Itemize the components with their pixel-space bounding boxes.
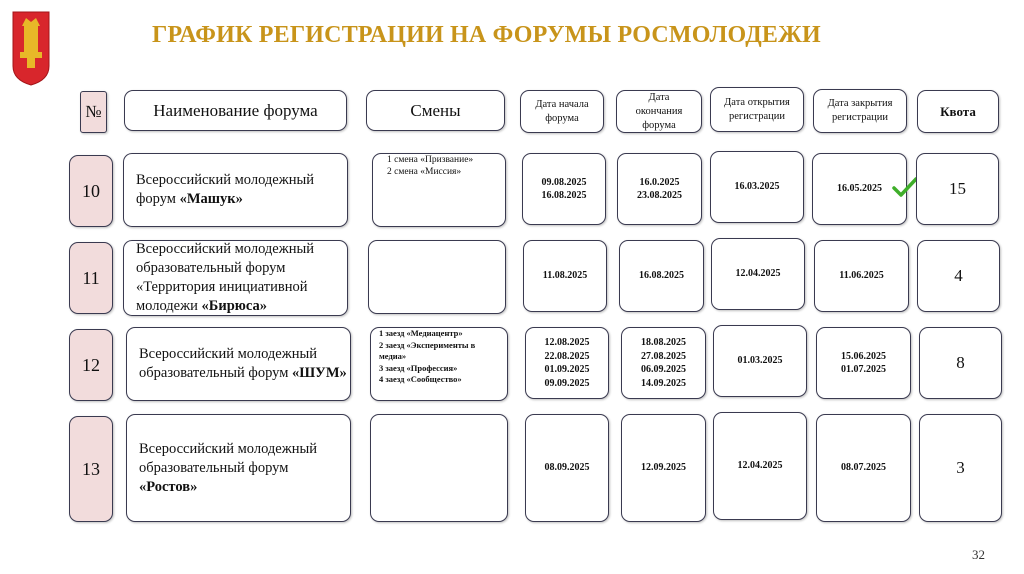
shift-item: 1 заезд «Медиацентр» xyxy=(379,328,463,338)
reg-open-cell xyxy=(710,151,804,223)
page-number: 32 xyxy=(972,547,985,562)
shifts-cell-empty xyxy=(368,240,506,314)
start-date: 22.08.2025 xyxy=(544,350,590,362)
reg-close-date: 11.06.2025 xyxy=(839,270,884,282)
forum-name xyxy=(123,240,348,316)
header-start-date: Дата начала форума xyxy=(520,90,604,133)
quota-cell: 8 xyxy=(919,327,1002,399)
forum-name xyxy=(123,153,348,227)
quota-cell: 4 xyxy=(917,240,1000,312)
end-date: 18.08.2025 xyxy=(641,337,686,348)
reg-close-date: 01.07.2025 xyxy=(841,364,886,375)
start-date-cell xyxy=(522,153,606,225)
end-date: 16.0.2025 xyxy=(639,176,680,188)
shift-item: 4 заезд «Сообщество» xyxy=(379,374,462,384)
header-num: № xyxy=(80,91,107,133)
start-date: 09.09.2025 xyxy=(544,377,590,389)
start-date: 08.09.2025 xyxy=(544,462,590,474)
coat-of-arms-logo xyxy=(12,10,50,86)
forum-name-text: Всероссийский молодежный образовательный форум xyxy=(139,440,317,476)
end-date-cell xyxy=(617,153,702,225)
end-date-cell xyxy=(621,327,706,399)
row-num: 12 xyxy=(69,329,113,401)
start-date-cell xyxy=(525,414,609,522)
shift-item: 2 заезд «Эксперименты в медиа» xyxy=(379,339,476,361)
end-date: 06.09.2025 xyxy=(641,364,686,375)
forum-name-title: «Ростов» xyxy=(139,478,198,495)
header-reg-close: Дата закрытия регистрации xyxy=(813,89,907,133)
end-date-cell xyxy=(621,414,706,522)
page-title: ГРАФИК РЕГИСТРАЦИИ НА ФОРУМЫ РОСМОЛОДЕЖИ xyxy=(152,22,821,48)
header-reg-open: Дата открытия регистрации xyxy=(710,87,804,132)
row-num: 13 xyxy=(69,416,113,522)
quota-cell: 15 xyxy=(916,153,999,225)
reg-open-date: 12.04.2025 xyxy=(735,268,781,280)
header-quota: Квота xyxy=(917,90,999,133)
forum-name xyxy=(126,414,351,522)
end-date: 27.08.2025 xyxy=(641,350,686,362)
end-date: 14.09.2025 xyxy=(641,377,686,389)
forum-name-title: «ШУМ» xyxy=(292,365,347,381)
start-date: 12.08.2025 xyxy=(544,337,590,348)
forum-name-text: Всероссийский молодежный форум xyxy=(136,172,314,207)
row-num: 10 xyxy=(69,155,113,227)
reg-open-cell xyxy=(713,412,807,520)
end-date-cell xyxy=(619,240,704,312)
reg-close-cell xyxy=(816,327,911,399)
header-forum-name: Наименование форума xyxy=(124,90,347,131)
quota-cell: 3 xyxy=(919,414,1002,522)
end-date: 12.09.2025 xyxy=(641,462,686,474)
start-date-cell xyxy=(523,240,607,312)
start-date: 09.08.2025 xyxy=(541,176,587,188)
forum-name-text: Всероссийский молодежный образовательный форум «Территория инициативной молодежи xyxy=(136,241,314,314)
reg-close-cell xyxy=(816,414,911,522)
start-date-cell xyxy=(525,327,609,399)
shift-item: 3 заезд «Профессия» xyxy=(379,362,458,373)
forum-name-title: «Бирюса» xyxy=(201,298,267,314)
reg-open-date: 12.04.2025 xyxy=(737,460,783,472)
checkmark-icon xyxy=(892,176,918,198)
shift-item: 2 смена «Миссия» xyxy=(387,167,462,177)
start-date: 16.08.2025 xyxy=(541,190,587,201)
reg-close-date: 16.05.2025 xyxy=(837,183,882,195)
row-num: 11 xyxy=(69,242,113,314)
start-date: 11.08.2025 xyxy=(542,270,588,282)
reg-open-cell xyxy=(711,238,805,310)
header-end-date: Дата окончания форума xyxy=(616,90,702,133)
reg-close-date: 08.07.2025 xyxy=(841,462,886,474)
reg-open-cell xyxy=(713,325,807,397)
end-date: 16.08.2025 xyxy=(639,270,684,282)
start-date: 01.09.2025 xyxy=(544,364,590,375)
end-date: 23.08.2025 xyxy=(637,190,682,201)
reg-open-date: 16.03.2025 xyxy=(734,181,780,193)
header-shifts: Смены xyxy=(366,90,505,131)
shifts-cell-empty xyxy=(370,414,508,522)
reg-close-cell xyxy=(814,240,909,312)
forum-name-title: «Машук» xyxy=(179,191,243,207)
forum-name-text: Всероссийский молодежный образовательный форум xyxy=(139,346,317,381)
reg-open-date: 01.03.2025 xyxy=(737,355,783,367)
shift-item: 1 смена «Призвание» xyxy=(387,155,474,165)
forum-name xyxy=(126,327,351,401)
shifts-cell xyxy=(370,327,508,401)
shifts-cell xyxy=(372,153,506,227)
reg-close-date: 15.06.2025 xyxy=(841,350,886,362)
